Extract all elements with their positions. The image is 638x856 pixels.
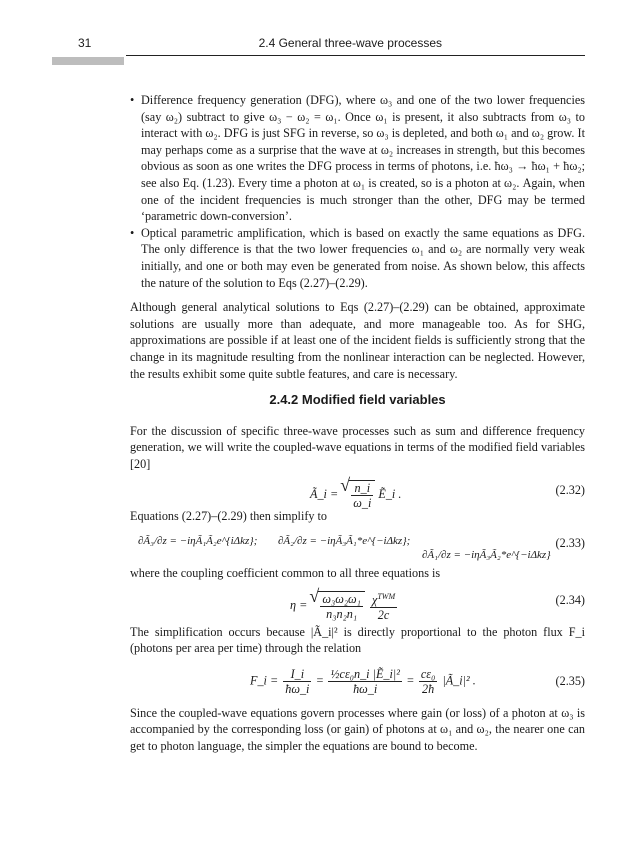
running-title: 2.4 General three-wave processes <box>258 36 442 50</box>
eq233-term1: ∂Ã₃/∂z = −iηÃ₁Ã₂e^{iΔkz}; <box>138 535 258 548</box>
header-rule <box>126 55 585 56</box>
eq232-lhs: Ã_i = <box>310 487 339 502</box>
eq235-f1d: ħω_i <box>285 681 310 696</box>
chi-symbol: χ <box>371 592 378 607</box>
paragraph-photon-language: Since the coupled-wave equations govern processes where gain (or loss) of a photon at ω₃ is accompanied by the corresponding loss (or gain) of photons at ω₁ and ω₂, the nearer one can get to photon language, the simpler the equations are bound to become. <box>130 705 585 754</box>
page-body <box>130 92 585 755</box>
eq234-lhs: η = <box>290 597 308 612</box>
equation-2-35: F_i = $\frac{I\_i}{ħ\omega\_i}$ = $\frac{\text{½cε₀n\_i |Ẽ\_i|²}}{ħ\omega\_i}$ = $\frac{\text{cε₀}}{2ħ}$ |Ã_i|² . (2.35) <box>250 666 585 696</box>
section-heading: 2.4.2 Modified field variables <box>269 392 446 408</box>
paragraph-simplify: Equations (2.27)–(2.29) then simplify to <box>130 509 328 524</box>
eq234-num: √ ω₃ω₂ω₁ <box>322 591 361 606</box>
eq233-term2: ∂Ã₂/∂z = −iηÃ₃Ã₁*e^{−iΔkz}; <box>278 535 411 548</box>
list-item <box>130 225 585 291</box>
chi-superscript: TWM <box>377 591 396 601</box>
page-header <box>0 0 638 70</box>
paragraph-modified-variables: For the discussion of specific three-wave processes such as sum and difference frequency generation, we will write the coupled-wave equations in terms of the modified field variables [20] <box>130 423 585 471</box>
eq235-f2n: ½cε₀n_i |Ẽ_i|² <box>330 666 400 681</box>
list-item <box>130 92 585 225</box>
eq232-rhs: Ẽ_i . <box>378 487 402 502</box>
page-number: 31 <box>78 36 92 50</box>
eq232-den: ω_i <box>353 496 372 511</box>
bullet-icon: • <box>130 93 135 107</box>
bullet-text-opa: Optical parametric amplification, which is based on exactly the same equations as DFG. The only difference is that the two lower frequencies ω₁ and ω₂ are normally very weak initially, and one or both may even be generated from noise. As shown below, this affects the nature of the solution to Eqs (2.27)–(2.29). <box>141 225 585 290</box>
equation-number: (2.33) <box>555 536 585 551</box>
eq232-num: √ n_i <box>351 481 373 496</box>
eq235-lhs: F_i = <box>250 673 279 688</box>
eq235-f1n: I_i <box>283 667 311 682</box>
eq234-den2: 2c <box>377 607 390 622</box>
eq233-term3: ∂Ã₁/∂z = −iηÃ₃Ã₂*e^{−iΔkz} <box>422 549 551 562</box>
equation-number: (2.34) <box>555 592 585 607</box>
header-tab-bar <box>52 57 124 65</box>
bullet-icon: • <box>130 225 135 240</box>
equation-number: (2.32) <box>555 483 585 498</box>
eq235-tail: |Ã_i|² . <box>442 673 476 688</box>
eq234-den: n₃n₂n₁ <box>326 606 358 621</box>
equation-number: (2.35) <box>555 673 585 688</box>
paragraph-approximate-solutions: Although general analytical solutions to Eqs (2.27)–(2.29) can be obtained, approximate solutions are usually more than adequate, and more manageable too. As for SHG, approximations are possible if at least one of the incident fields is sufficiently strong that the change in its magnitude resulting from the nonlinear interaction can be neglected. However, the results exhibit some quite subtle features, and care is necessary. <box>130 300 585 381</box>
bullet-list <box>130 92 585 291</box>
equation-2-32 <box>130 472 585 511</box>
bullet-text-dfg: Difference frequency generation (DFG), where ω₃ and one of the two lower frequencies (say ω₂) subtract to give ω₃ − ω₂ = ω₁. Once ω₁ is present, it also subtracts from ω₃ to interact with ω₂. DFG is just SFG in reverse, so ω₃ is depleted, and both ω₁ and ω₂ grow. It may perhaps come as a surprise that the wave at ω₂ increases in strength, but this becomes obvious as soon as one writes the DFG process in terms of photons, i.e. ħω₃ → ħω₁ + ħω₂; see also Eq. (1.23). Every time a photon at ω₁ is created, so is a photon at ω₂. Again, when one of the incident frequencies is much stronger than the other, DFG may be termed ‘parametric down-conversion’. <box>141 93 585 224</box>
eq235-f3n: cε₀ <box>420 666 436 681</box>
paragraph-coupling: where the coupling coefficient common to all three equations is <box>130 566 441 581</box>
paragraph-simplification: The simplification occurs because |Ã_i|² is directly proportional to the photon flux F_i (photons per area per time) through the relation <box>130 624 585 656</box>
equation-2-34 <box>130 582 585 624</box>
eq235-f2d: ħω_i <box>353 681 378 696</box>
eq235-f3d: 2ħ <box>422 681 435 696</box>
equation-2-33 <box>130 525 585 565</box>
